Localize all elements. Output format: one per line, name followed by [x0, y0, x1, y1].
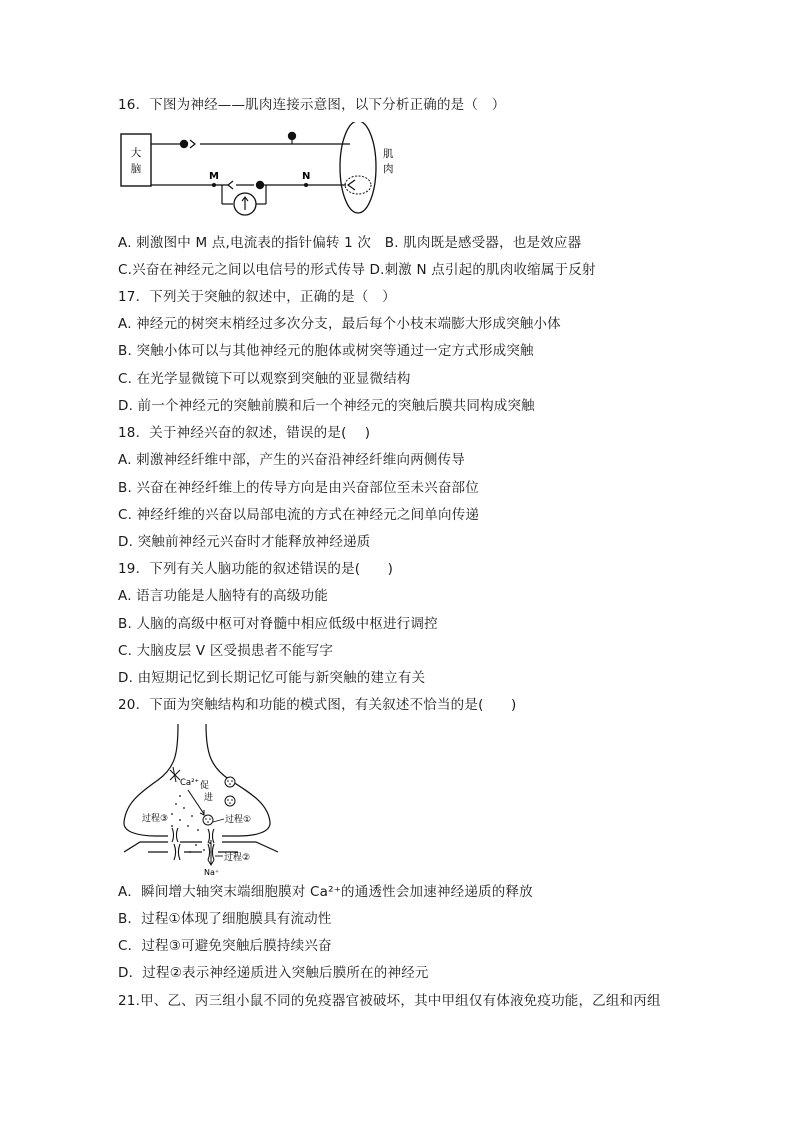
- point-m-label: M: [209, 171, 219, 182]
- brain-label-2: 脑: [130, 163, 142, 175]
- question-18-option-b: B. 兴奋在神经纤维上的传导方向是由兴奋部位至未兴奋部位: [118, 480, 479, 496]
- question-16-options-ab: A. 刺激图中 M 点,电流表的指针偏转 1 次 B. 肌肉既是感受器，也是效应器: [118, 235, 582, 251]
- question-18-option-d: D. 突触前神经元兴奋时才能释放神经递质: [118, 534, 371, 550]
- question-19-option-a: A. 语言功能是人脑特有的高级功能: [118, 588, 328, 604]
- point-n-label: N: [302, 171, 311, 182]
- brain-box: [121, 134, 151, 186]
- question-18-option-c: C. 神经纤维的兴奋以局部电流的方式在神经元之间单向传递: [118, 507, 480, 523]
- process-1-label: 过程①: [225, 815, 252, 825]
- top-neuron-body: [180, 140, 188, 148]
- question-20-option-a: A．瞬间增大轴突末端细胞膜对 Ca²⁺的通透性会加速神经递质的释放: [118, 884, 533, 900]
- question-17-stem: 17．下列关于突触的叙述中，正确的是（ ）: [118, 289, 396, 305]
- synapse-diagram: [118, 722, 293, 877]
- process-3-label: 过程③: [142, 814, 169, 824]
- question-18-stem: 18．关于神经兴奋的叙述，错误的是( ): [118, 425, 371, 441]
- muscle-outline: [340, 122, 376, 213]
- promote-label-2: 进: [204, 793, 214, 803]
- question-16-options-cd: C.兴奋在神经元之间以电信号的形式传导 D.刺激 N 点引起的肌肉收缩属于反射: [118, 262, 596, 278]
- question-16-stem: 16．下图为神经——肌肉连接示意图，以下分析正确的是（ ）: [118, 97, 506, 113]
- question-17-option-b: B. 突触小体可以与其他神经元的胞体或树突等通过一定方式形成突触: [118, 343, 534, 359]
- top-neuron-body-2: [288, 132, 296, 140]
- neuromuscular-diagram: [118, 122, 408, 222]
- question-20-option-d: D．过程②表示神经递质进入突触后膜所在的神经元: [118, 965, 429, 981]
- question-20-option-c: C．过程③可避免突触后膜持续兴奋: [118, 938, 332, 954]
- muscle-label-1: 肌: [383, 148, 394, 160]
- na-ion-label: Na⁺: [204, 868, 220, 877]
- question-19-option-c: C. 大脑皮层 V 区受损患者不能写字: [118, 643, 334, 659]
- question-17-option-d: D. 前一个神经元的突触前膜和后一个神经元的突触后膜共同构成突触: [118, 398, 535, 414]
- question-20-stem: 20．下面为突触结构和功能的模式图，有关叙述不恰当的是( ): [118, 697, 517, 713]
- question-19-option-b: B. 人脑的高级中枢可对脊髓中相应低级中枢进行调控: [118, 616, 438, 632]
- bottom-neuron-body: [256, 181, 264, 189]
- question-18-option-a: A. 刺激神经纤维中部，产生的兴奋沿神经纤维向两侧传导: [118, 452, 465, 468]
- question-20-option-b: B．过程①体现了细胞膜具有流动性: [118, 911, 332, 927]
- ca-ion-label: Ca²⁺: [180, 778, 200, 788]
- question-17-option-a: A. 神经元的树突末梢经过多次分支，最后每个小枝末端膨大形成突触小体: [118, 316, 561, 332]
- question-21-stem: 21.甲、乙、丙三组小鼠不同的免疫器官被破坏，其中甲组仅有体液免疫功能，乙组和丙组: [118, 993, 661, 1009]
- question-19-stem: 19．下列有关人脑功能的叙述错误的是( ): [118, 561, 394, 577]
- brain-label-1: 大: [130, 147, 142, 159]
- muscle-label-2: 肉: [383, 163, 394, 175]
- question-19-option-d: D. 由短期记忆到长期记忆可能与新突触的建立有关: [118, 670, 426, 686]
- process-2-label: 过程②: [224, 853, 251, 863]
- question-17-option-c: C. 在光学显微镜下可以观察到突触的亚显微结构: [118, 371, 411, 387]
- promote-label-1: 促: [200, 781, 210, 791]
